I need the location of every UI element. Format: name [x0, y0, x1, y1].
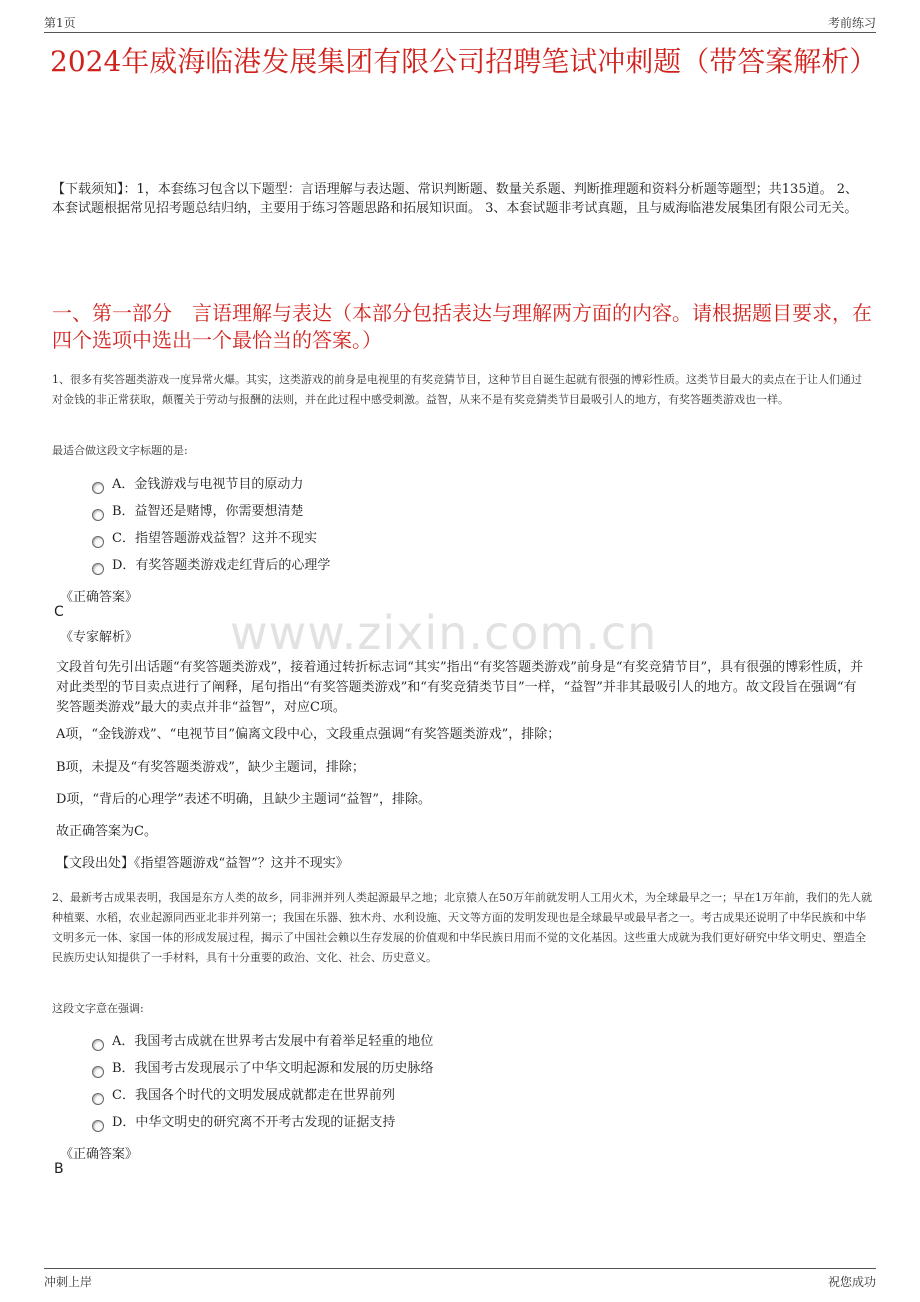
q1-analysis-label: 《专家解析》 [60, 630, 139, 645]
download-notice: 【下载须知】：1，本套练习包含以下题型：言语理解与表达题、常识判断题、数量关系题、判断推理题和资料分析题等题型；共135道。 2、本套试题根据常见招考题总结归纳，主要用于练习答题思路和拓展知识面。 3、本套试题非考试真题，且与威海临港发展集团有限公司无关。 [52, 182, 858, 216]
radio-icon[interactable] [92, 482, 104, 494]
q1-answer-label: 《正确答案》 [60, 590, 139, 605]
q2-answer-label: 《正确答案》 [60, 1147, 139, 1162]
radio-icon[interactable] [92, 1120, 104, 1132]
q2-option-b[interactable]: B．我国考古发现展示了中华文明起源和发展的历史脉络 [92, 1059, 434, 1079]
q1-analysis: 文段首句先引出话题“有奖答题类游戏”，接着通过转折标志词“其实”指出“有奖答题类游戏”前身是“有奖竞猜节目”，具有很强的博彩性质，并对此类型的节目卖点进行了阐释，尾句指出“有奖答题类游戏”和“有奖竞猜类节目”一样，“益智”并非其最吸引人的地方。故文段旨在强调“有奖答题类游戏”最大的卖点并非“益智”，对应C项。 [56, 660, 864, 715]
footer-right: 祝您成功 [827, 1275, 876, 1289]
q2-prompt: 这段文字意在强调: [52, 1002, 144, 1015]
radio-icon[interactable] [92, 536, 104, 548]
q2-option-a[interactable]: A．我国考古成就在世界考古发展中有着举足轻重的地位 [92, 1032, 433, 1052]
q1-conclusion: 故正确答案为C。 [56, 824, 157, 839]
footer-left: 冲刺上岸 [44, 1275, 93, 1289]
q1-prompt: 最适合做这段文字标题的是: [52, 444, 188, 457]
q1-option-b[interactable]: B．益智还是赌博，你需要想清楚 [92, 502, 304, 522]
radio-icon[interactable] [92, 1093, 104, 1105]
header-label: 考前练习 [827, 16, 876, 30]
q1-stem: 1、很多有奖答题类游戏一度异常火爆。其实，这类游戏的前身是电视里的有奖竞猜节目，这种节目自诞生起就有很强的博彩性质。这类节目最大的卖点在于让人们通过对金钱的非正常获取，颠覆关于劳动与报酬的法则，并在此过程中感受刺激。益智，从来不是有奖竞猜类节目最吸引人的地方，有奖答题类游戏也一样。 [52, 373, 862, 406]
page-number: 第1页 [44, 16, 76, 30]
q1-option-d[interactable]: D．有奖答题类游戏走红背后的心理学 [92, 556, 330, 576]
q2-stem: 2、最新考古成果表明，我国是东方人类的故乡，同非洲并列人类起源最早之地；北京猿人在50万年前就发明人工用火术，为全球最早之一；早在1万年前，我们的先人就种植粟、水稻，农业起源同西亚北非并列第一；我国在乐器、独木舟、水利设施、天文等方面的发明发现也是全球最早或最早者之一。考古成果还说明了中华民族和中华文明多元一体、家国一体的形成发展过程，揭示了中国社会赖以生存发展的价值观和中华民族日用而不觉的文化基因。这些重大成就为我们更好研究中华文明史、塑造全民族历史认知提供了一手材料，具有十分重要的政治、文化、社会、历史意义。 [52, 891, 872, 964]
q1-note-b: B项，未提及“有奖答题类游戏”，缺少主题词，排除； [56, 760, 365, 775]
q1-note-a: A项，“金钱游戏”、“电视节目”偏离文段中心，文段重点强调“有奖答题类游戏”，排除； [56, 727, 561, 742]
page-footer [44, 1268, 876, 1289]
q1-option-c[interactable]: C．指望答题游戏益智？这并不现实 [92, 529, 317, 549]
document-title: 2024年威海临港发展集团有限公司招聘笔试冲刺题（带答案解析） [50, 45, 878, 78]
q1-note-d: D项，“背后的心理学”表述不明确，且缺少主题词“益智”，排除。 [56, 792, 432, 807]
q1-source: 【文段出处】《指望答题游戏“益智”？这并不现实》 [56, 856, 349, 871]
q2-option-d[interactable]: D．中华文明史的研究离不开考古发现的证据支持 [92, 1113, 395, 1133]
watermark: www.zixin.com.cn [230, 606, 658, 660]
radio-icon[interactable] [92, 1066, 104, 1078]
page-header [44, 14, 876, 33]
radio-icon[interactable] [92, 509, 104, 521]
section-heading: 一、第一部分 言语理解与表达（本部分包括表达与理解两方面的内容。请根据题目要求，在四个选项中选出一个最恰当的答案。） [52, 301, 872, 352]
q1-option-a[interactable]: A．金钱游戏与电视节目的原动力 [92, 475, 303, 495]
radio-icon[interactable] [92, 563, 104, 575]
q2-answer: B [54, 1161, 64, 1177]
radio-icon[interactable] [92, 1039, 104, 1051]
q2-option-c[interactable]: C．我国各个时代的文明发展成就都走在世界前列 [92, 1086, 395, 1106]
q1-answer: C [54, 604, 64, 620]
